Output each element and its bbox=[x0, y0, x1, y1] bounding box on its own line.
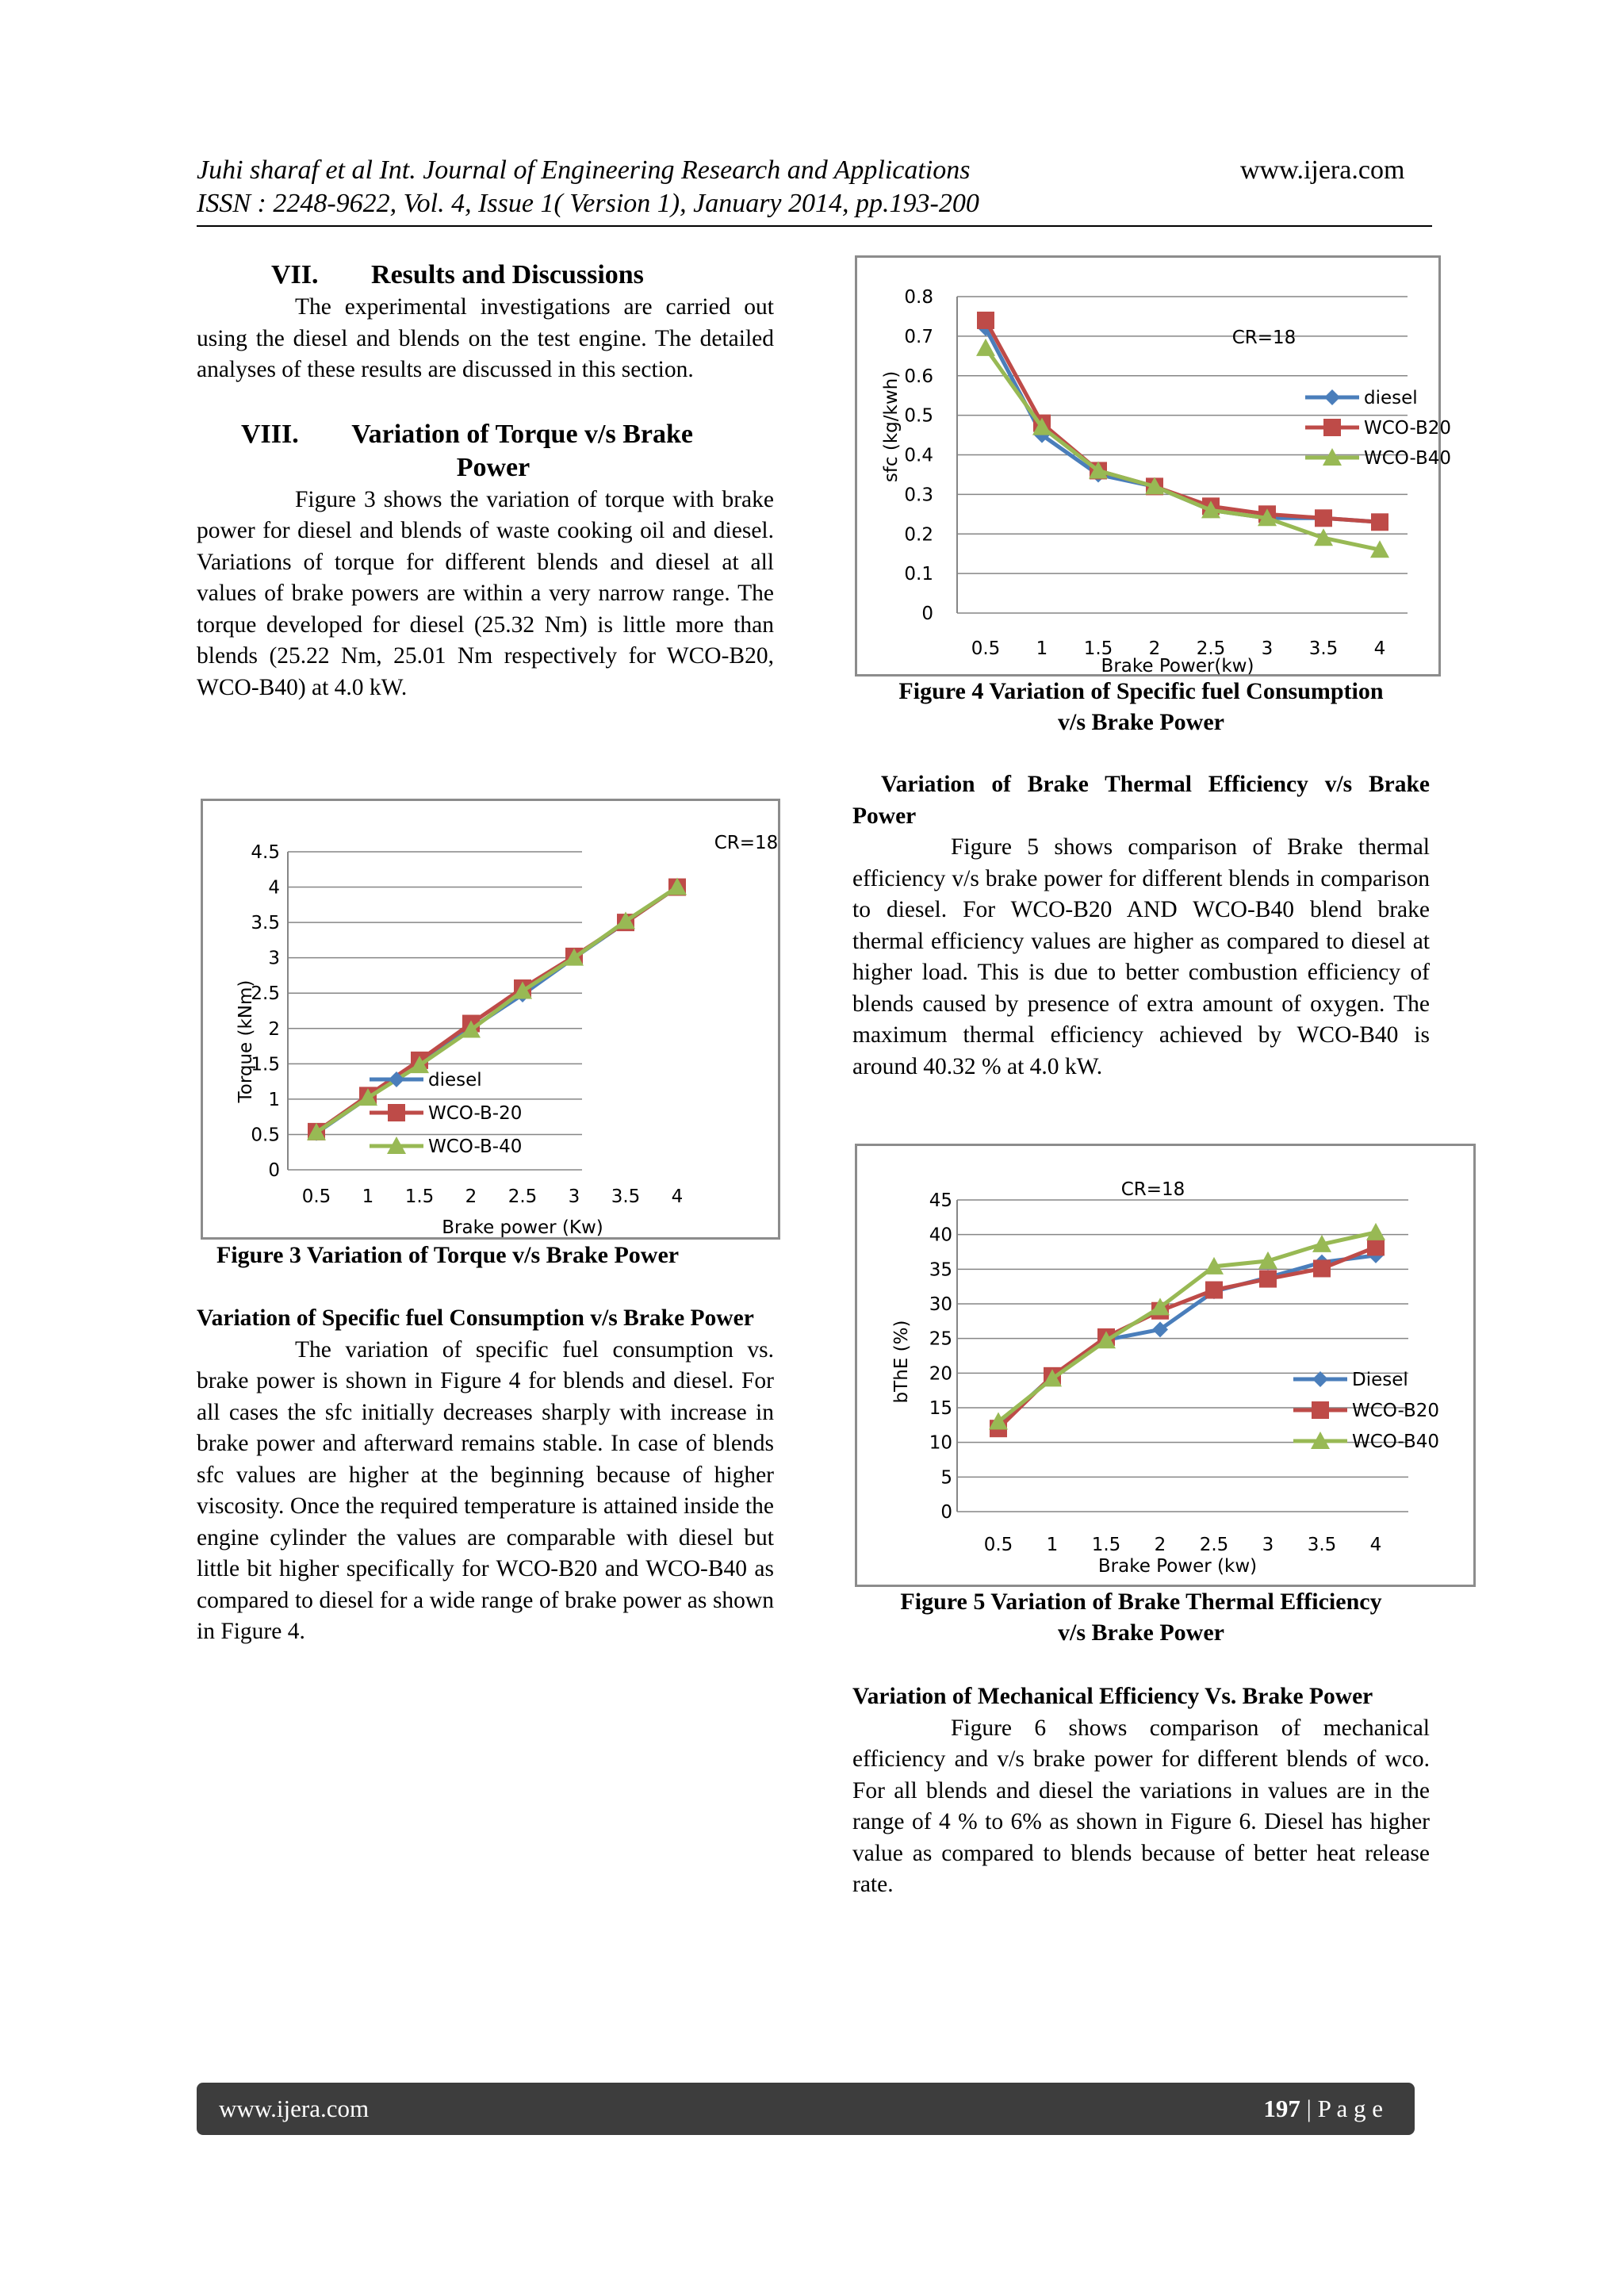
y-tick-label: 1.5 bbox=[251, 1054, 280, 1075]
x-tick-label: 3 bbox=[568, 1186, 580, 1207]
x-tick-label: 2.5 bbox=[1196, 638, 1226, 659]
legend-label: WCO-B-40 bbox=[428, 1137, 523, 1157]
y-tick-label: 2.5 bbox=[251, 983, 280, 1005]
header-citation: Juhi sharaf et al Int. Journal of Engineering Research and Applications bbox=[197, 155, 971, 185]
page-number: 197 bbox=[1263, 2095, 1300, 2122]
x-tick-label: 3 bbox=[1261, 638, 1274, 659]
figure-4-chart bbox=[855, 255, 1452, 677]
x-tick-label: 0.5 bbox=[301, 1186, 331, 1207]
chart-title: CR=18 bbox=[1120, 1179, 1185, 1200]
x-tick-label: 1 bbox=[362, 1186, 374, 1207]
y-tick-label: 0.3 bbox=[904, 485, 933, 506]
y-tick-label: 5 bbox=[940, 1467, 952, 1489]
section-title: Variation of Torque v/s Brake bbox=[351, 419, 693, 449]
legend-label: Diesel bbox=[1352, 1370, 1408, 1390]
sfc-heading: Variation of Specific fuel Consumption v/s Brake Power bbox=[197, 1305, 754, 1331]
legend-label: diesel bbox=[1364, 388, 1418, 408]
data-point bbox=[1371, 513, 1388, 531]
x-tick-label: 3.5 bbox=[611, 1186, 641, 1207]
x-axis-label: Brake Power(kw) bbox=[1101, 656, 1254, 677]
figure-5-chart bbox=[855, 1144, 1476, 1587]
legend-marker bbox=[1312, 1401, 1329, 1419]
x-axis-label: Brake Power (kw) bbox=[1097, 1556, 1258, 1577]
bte-heading: Variation of Brake Thermal Efficiency v/s Brake Power bbox=[852, 772, 1430, 829]
caption-line: Figure 4 Variation of Specific fuel Consumption bbox=[898, 678, 1384, 704]
y-axis-label: Torque (kNm) bbox=[236, 979, 256, 1103]
y-tick-label: 0 bbox=[921, 604, 933, 624]
data-point bbox=[1205, 1282, 1223, 1299]
y-tick-label: 3 bbox=[268, 948, 280, 969]
x-tick-label: 2 bbox=[1154, 1535, 1166, 1555]
y-tick-label: 40 bbox=[929, 1225, 952, 1246]
y-axis-label: bThE (%) bbox=[891, 1320, 912, 1404]
sfc-text: The variation of specific fuel consumption vs. brake power is shown in Figure 4 for blends and diesel. For all cases the sfc initially decreases sharply with increase in brake power and afterward remains stable. In case of blends sfc values are higher at the beginning because of higher viscosity. Once the required temperature is attained inside the engine cylinder the values are comparable with diesel but little bit higher specifically for WCO-B20 and WCO-B40 as compared to diesel for a wide range of brake power as shown in Figure 4. bbox=[197, 1336, 774, 1644]
y-tick-label: 10 bbox=[929, 1432, 952, 1454]
y-tick-label: 0.5 bbox=[251, 1125, 280, 1146]
y-tick-label: 0.5 bbox=[904, 405, 933, 427]
y-tick-label: 1 bbox=[268, 1089, 280, 1110]
x-tick-label: 1.5 bbox=[404, 1186, 435, 1207]
figure-5-caption bbox=[852, 1586, 1430, 1648]
bte-text: Figure 5 shows comparison of Brake thermal efficiency v/s brake power for different blends in comparison to diesel. For WCO-B20 AND WCO-B40 blend brake thermal efficiency values are higher as compared to diesel at higher load. This is due to better combustion efficiency of blends caused by presence of extra amount of oxygen. The maximum thermal efficiency achieved by WCO-B40 is around 40.32 % at 4.0 kW. bbox=[852, 834, 1430, 1079]
y-tick-label: 30 bbox=[929, 1294, 952, 1315]
x-tick-label: 4 bbox=[1373, 638, 1386, 659]
data-point bbox=[1315, 509, 1332, 527]
legend-marker bbox=[388, 1104, 405, 1121]
legend-marker bbox=[1324, 389, 1340, 405]
x-tick-label: 2.5 bbox=[1199, 1535, 1229, 1555]
y-tick-label: 0 bbox=[940, 1502, 952, 1523]
data-point bbox=[1259, 1271, 1277, 1288]
section-vii-heading bbox=[197, 259, 774, 292]
figure-3-chart bbox=[201, 799, 780, 1240]
y-tick-label: 4 bbox=[268, 877, 280, 899]
x-tick-label: 3.5 bbox=[1308, 638, 1339, 659]
footer-url[interactable]: www.ijera.com bbox=[219, 2095, 370, 2122]
y-tick-label: 45 bbox=[929, 1190, 952, 1211]
figure-3-caption: Figure 3 Variation of Torque v/s Brake Power bbox=[216, 1242, 680, 1268]
x-tick-label: 2.5 bbox=[508, 1186, 538, 1207]
caption-line: Figure 5 Variation of Brake Thermal Efficiency bbox=[900, 1589, 1382, 1615]
x-tick-label: 4 bbox=[1369, 1535, 1382, 1555]
chart-title: CR=18 bbox=[714, 833, 779, 853]
caption-line: v/s Brake Power bbox=[1058, 1619, 1224, 1646]
x-tick-label: 1 bbox=[1036, 638, 1048, 659]
data-point bbox=[1366, 1223, 1385, 1240]
figure-4-svg bbox=[857, 258, 1452, 677]
legend-label: WCO-B20 bbox=[1364, 418, 1452, 439]
left-column bbox=[197, 259, 774, 703]
y-axis-label: sfc (kg/kwh) bbox=[881, 370, 902, 483]
y-tick-label: 2 bbox=[268, 1018, 280, 1040]
x-tick-label: 0.5 bbox=[971, 638, 1001, 659]
x-tick-label: 1.5 bbox=[1083, 638, 1113, 659]
caption-line: v/s Brake Power bbox=[1058, 709, 1224, 735]
legend-label: WCO-B-20 bbox=[428, 1103, 523, 1124]
section-number: VIII. bbox=[241, 419, 299, 449]
x-tick-label: 3.5 bbox=[1307, 1535, 1337, 1555]
y-tick-label: 0.4 bbox=[904, 445, 933, 466]
x-tick-label: 4 bbox=[671, 1186, 684, 1207]
y-tick-label: 15 bbox=[929, 1398, 952, 1419]
y-tick-label: 35 bbox=[929, 1259, 952, 1281]
section-title-cont: Power bbox=[456, 452, 530, 482]
x-tick-label: 1.5 bbox=[1091, 1535, 1121, 1555]
legend-label: WCO-B40 bbox=[1364, 448, 1452, 469]
series-line-diesel bbox=[998, 1255, 1376, 1425]
data-point bbox=[1367, 1238, 1385, 1255]
x-tick-label: 2 bbox=[465, 1186, 477, 1207]
right-column bbox=[852, 769, 1430, 1083]
legend-label: WCO-B20 bbox=[1352, 1401, 1440, 1421]
right-column-lower bbox=[852, 1681, 1430, 1901]
legend-label: diesel bbox=[428, 1070, 482, 1091]
y-tick-label: 0 bbox=[268, 1160, 280, 1181]
section-vii-text: The experimental investigations are carried out using the diesel and blends on the test engine. The detailed analyses of these results are discussed in this section. bbox=[197, 294, 774, 382]
x-tick-label: 1 bbox=[1046, 1535, 1059, 1555]
y-tick-label: 3.5 bbox=[251, 913, 280, 934]
section-title: Results and Discussions bbox=[371, 260, 644, 289]
page-footer bbox=[197, 2083, 1415, 2135]
figure-4-caption bbox=[852, 676, 1430, 738]
y-tick-label: 20 bbox=[929, 1363, 952, 1385]
data-point bbox=[1313, 1259, 1331, 1277]
y-tick-label: 0.7 bbox=[904, 326, 933, 347]
section-viii-heading bbox=[197, 418, 774, 485]
page-label: | P a g e bbox=[1300, 2095, 1383, 2122]
y-tick-label: 4.5 bbox=[251, 842, 280, 863]
y-tick-label: 25 bbox=[929, 1328, 952, 1350]
legend-marker bbox=[1323, 419, 1341, 436]
x-tick-label: 0.5 bbox=[983, 1535, 1013, 1555]
mech-heading: Variation of Mechanical Efficiency Vs. Brake Power bbox=[852, 1684, 1373, 1709]
section-number: VII. bbox=[271, 260, 319, 289]
y-tick-label: 0.2 bbox=[904, 524, 933, 546]
figure-5-svg bbox=[857, 1146, 1473, 1585]
section-viii-text: Figure 3 shows the variation of torque with brake power for diesel and blends of waste cooking oil and diesel. Variations of torque for different blends and diesel at all values of brake powers are within a very narrow range. The torque developed for diesel (25.32 Nm) is little more than blends (25.22 Nm, 25.01 Nm respectively for WCO-B20, WCO-B40) at 4.0 kW. bbox=[197, 486, 774, 700]
mech-text: Figure 6 shows comparison of mechanical efficiency and v/s brake power for different blends of wco. For all blends and diesel the variations in values are in the range of 4 % to 6% as shown in Figure 6. Diesel has higher value as compared to blends because of better heat release rate. bbox=[852, 1715, 1430, 1897]
y-tick-label: 0.8 bbox=[904, 287, 933, 308]
y-tick-label: 0.6 bbox=[904, 366, 933, 387]
left-column-lower bbox=[197, 1303, 774, 1648]
x-tick-label: 3 bbox=[1262, 1535, 1274, 1555]
header-rule bbox=[197, 225, 1432, 227]
figure-3-svg bbox=[203, 801, 778, 1237]
chart-title: CR=18 bbox=[1231, 328, 1297, 348]
x-tick-label: 2 bbox=[1148, 638, 1161, 659]
y-tick-label: 0.1 bbox=[904, 564, 933, 585]
data-point bbox=[977, 312, 994, 329]
x-axis-label: Brake power (Kw) bbox=[442, 1217, 603, 1238]
footer-page bbox=[1263, 2083, 1383, 2135]
header-website[interactable]: www.ijera.com bbox=[1240, 155, 1405, 185]
legend-label: WCO-B40 bbox=[1352, 1432, 1440, 1452]
header-issn: ISSN : 2248-9622, Vol. 4, Issue 1( Version 1), January 2014, pp.193-200 bbox=[197, 189, 979, 218]
